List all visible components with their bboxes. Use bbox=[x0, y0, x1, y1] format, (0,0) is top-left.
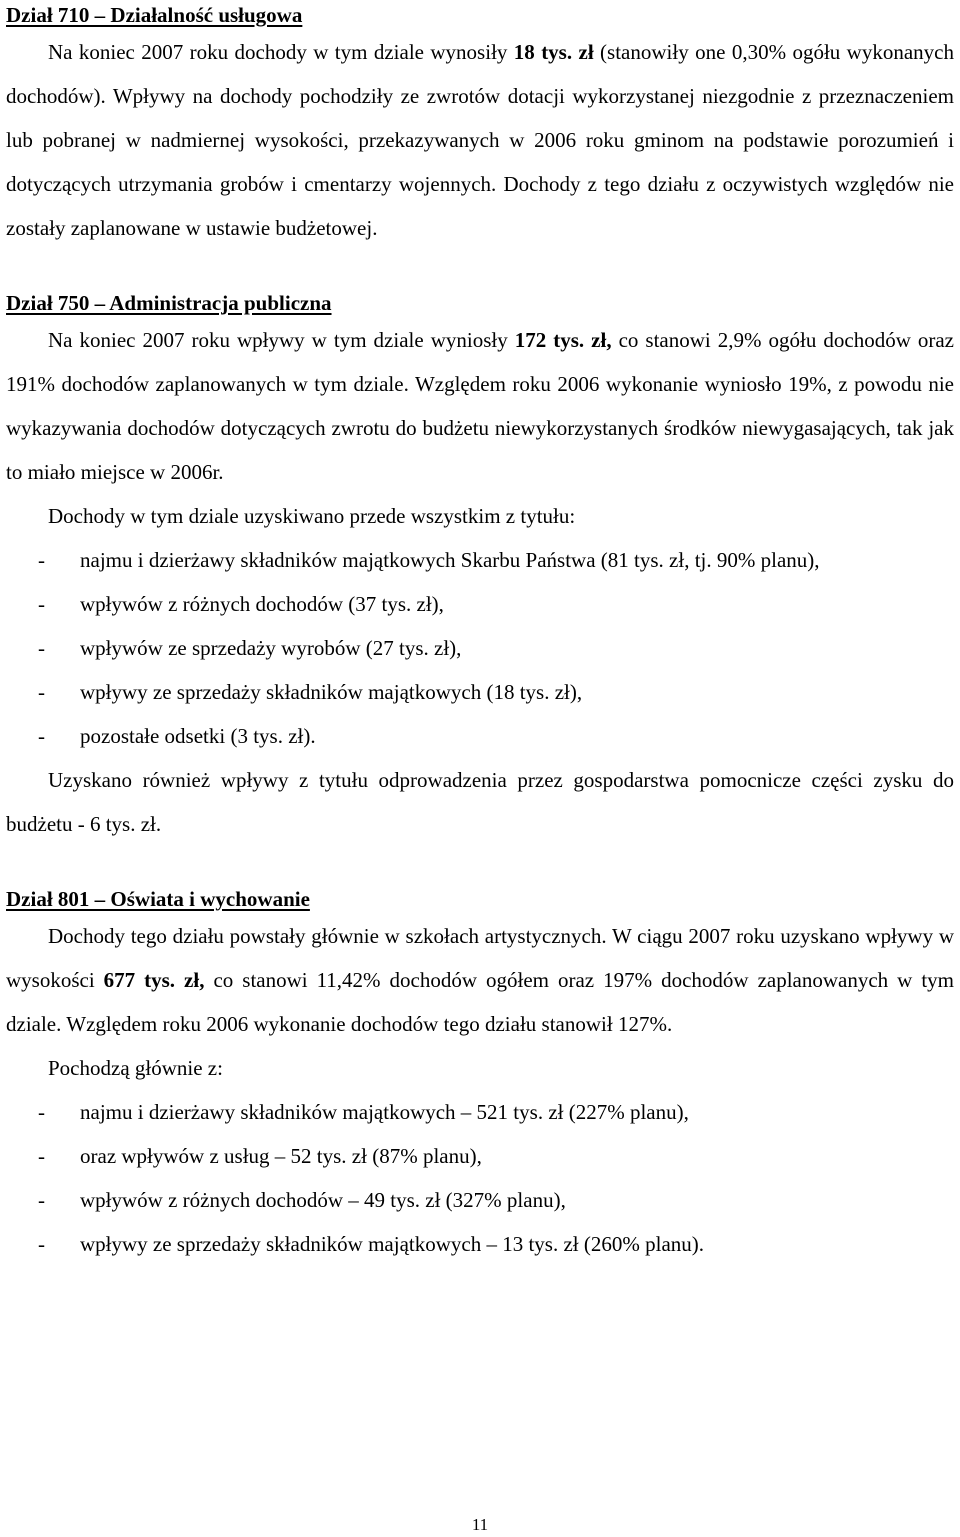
section-heading: Dział 801 – Oświata i wychowanie bbox=[6, 887, 310, 911]
list-item: - pozostałe odsetki (3 tys. zł). bbox=[38, 724, 316, 748]
text-run: Dochody tego działu powstały głównie w szkołach artystycznych. W ciągu 2007 roku uzyskano wpływy w wysokości bbox=[6, 924, 954, 992]
section-heading: Dział 750 – Administracja publiczna bbox=[6, 291, 332, 315]
paragraph: Uzyskano również wpływy z tytułu odprowadzenia przez gospodarstwa pomocnicze części zysku do budżetu - 6 tys. zł. bbox=[6, 768, 954, 836]
list-item: - najmu i dzierżawy składników majątkowych – 521 tys. zł (227% planu), bbox=[38, 1100, 689, 1124]
text-run: Na koniec 2007 roku wpływy w tym dziale wyniosły bbox=[48, 328, 515, 352]
bold-amount: 677 tys. zł, bbox=[103, 968, 205, 992]
paragraph bbox=[6, 318, 954, 494]
text-run: co stanowi 11,42% dochodów ogółem oraz 197% dochodów zaplanowanych w tym dziale. Względem roku 2006 wykonanie dochodów tego działu stanowił 127%. bbox=[6, 968, 954, 1036]
bold-amount: 18 tys. zł bbox=[513, 40, 594, 64]
list-item: - wpływy ze sprzedaży składników majątkowych (18 tys. zł), bbox=[38, 680, 583, 704]
list-item: - wpływów z różnych dochodów – 49 tys. zł (327% planu), bbox=[38, 1188, 566, 1212]
income-list bbox=[6, 538, 954, 758]
section-801 bbox=[6, 884, 954, 1266]
text-run: (stanowiły one 0,30% ogółu wykonanych dochodów). Wpływy na dochody pochodziły ze zwrotów dotacji wykorzystanej niezgodnie z przeznaczeniem lub pobranej w nadmiernej wysokości, przekazywanych w 2006 roku gminom na podstawie porozumień i dotyczących utrzymania grobów i cmentarzy wojennych. Dochody z tego działu z oczywistych względów nie zostały zaplanowane w ustawie budżetowej. bbox=[6, 40, 954, 240]
section-750 bbox=[6, 288, 954, 846]
paragraph bbox=[6, 914, 954, 1046]
paragraph bbox=[6, 30, 954, 250]
list-item: - oraz wpływów z usług – 52 tys. zł (87% planu), bbox=[38, 1144, 482, 1168]
text-run: co stanowi 2,9% ogółu dochodów oraz 191% dochodów zaplanowanych w tym dziale. Względem roku 2006 wykonanie wyniosło 19%, z powodu nie wykazywania dochodów dotyczących zwrotu do budżetu niewykorzystanych środków niewygasających, tak jak to miało miejsce w 2006r. bbox=[6, 328, 955, 484]
section-heading: Dział 710 – Działalność usługowa bbox=[6, 3, 303, 27]
bold-amount: 172 tys. zł, bbox=[514, 328, 612, 352]
section-710 bbox=[6, 0, 954, 250]
list-item: - najmu i dzierżawy składników majątkowych Skarbu Państwa (81 tys. zł, tj. 90% planu), bbox=[38, 548, 820, 572]
text-run: Na koniec 2007 roku dochody w tym dziale wynosiły bbox=[48, 40, 514, 64]
paragraph: Dochody w tym dziale uzyskiwano przede wszystkim z tytułu: bbox=[48, 504, 576, 528]
list-item: - wpływów z różnych dochodów (37 tys. zł), bbox=[38, 592, 444, 616]
list-item: - wpływów ze sprzedaży wyrobów (27 tys. zł), bbox=[38, 636, 462, 660]
page-number: 11 bbox=[471, 1515, 489, 1534]
list-item: - wpływy ze sprzedaży składników majątkowych – 13 tys. zł (260% planu). bbox=[38, 1232, 705, 1256]
paragraph: Pochodzą głównie z: bbox=[48, 1056, 223, 1080]
income-list bbox=[6, 1090, 954, 1266]
